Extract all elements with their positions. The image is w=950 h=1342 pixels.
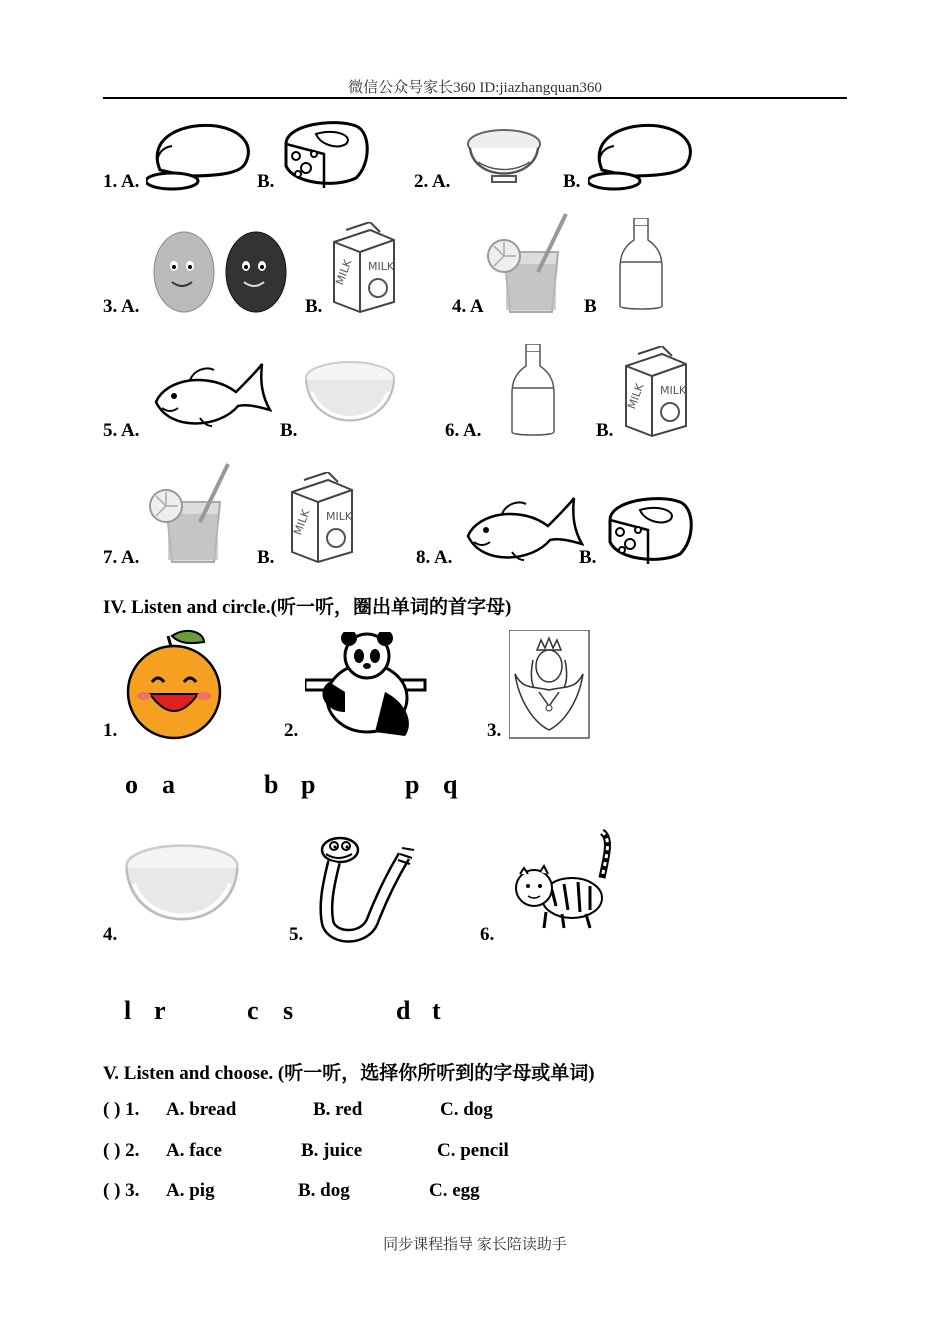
choice-b[interactable]: B. juice: [301, 1140, 363, 1161]
panda-icon: [305, 632, 429, 740]
milk-carton-icon[interactable]: [330, 222, 400, 316]
rice-bowl-icon: [124, 838, 242, 944]
letter-option[interactable]: t: [432, 996, 441, 1025]
question-number: ( ) 3.: [103, 1180, 140, 1201]
choice-a[interactable]: A. face: [166, 1140, 222, 1161]
item-number: 1.: [103, 720, 118, 741]
milk-carton-icon[interactable]: [288, 472, 358, 566]
choice-b[interactable]: B. dog: [298, 1180, 350, 1201]
header-rule: [103, 97, 847, 99]
juice-glass-icon[interactable]: [486, 212, 570, 316]
choice-c[interactable]: C. dog: [440, 1099, 493, 1120]
letter-option[interactable]: a: [162, 770, 175, 799]
page-footer: 同步课程指导 家长陪读助手: [383, 1237, 567, 1253]
item-number: 5.: [289, 924, 304, 945]
snake-icon: [318, 836, 418, 944]
choice-a[interactable]: A. bread: [166, 1099, 237, 1120]
choice-a[interactable]: A. pig: [166, 1180, 215, 1201]
option-label: B.: [305, 296, 323, 317]
fish-icon[interactable]: [462, 496, 584, 566]
choice-c[interactable]: C. pencil: [437, 1140, 509, 1161]
page-header: 微信公众号家长360 ID:jiazhangquan360: [348, 80, 602, 96]
section-title: IV. Listen and circle.(听一听，圈出单词的首字母): [103, 597, 512, 618]
letter-option[interactable]: d: [396, 996, 411, 1025]
eggs-icon[interactable]: [152, 230, 290, 314]
option-label: B.: [257, 547, 275, 568]
item-number: 3.: [487, 720, 502, 741]
section-title: V. Listen and choose. (听一听，选择你所听到的字母或单词): [103, 1063, 595, 1084]
letter-option[interactable]: p: [405, 770, 420, 799]
option-label: B.: [563, 171, 581, 192]
letter-option[interactable]: q: [443, 770, 458, 799]
item-number: 2.: [284, 720, 299, 741]
letter-option[interactable]: c: [247, 996, 259, 1025]
question-label: 8. A.: [416, 547, 453, 568]
rice-bowl-icon[interactable]: [304, 356, 398, 440]
item-number: 4.: [103, 924, 118, 945]
letter-option[interactable]: b: [264, 770, 279, 799]
orange-icon: [124, 628, 226, 740]
option-label: B.: [596, 420, 614, 441]
letter-option[interactable]: o: [125, 770, 138, 799]
cheese-icon[interactable]: [600, 490, 698, 568]
question-label: 1. A.: [103, 171, 140, 192]
letter-option[interactable]: s: [283, 996, 294, 1025]
choice-b[interactable]: B. red: [313, 1099, 363, 1120]
fish-icon[interactable]: [150, 362, 272, 436]
bread-icon[interactable]: [588, 118, 692, 192]
question-label: 4. A: [452, 296, 484, 317]
rice-bowl-icon[interactable]: [464, 122, 544, 188]
letter-option[interactable]: l: [124, 996, 132, 1025]
option-label: B.: [280, 420, 298, 441]
option-label: B.: [579, 547, 597, 568]
item-number: 6.: [480, 924, 495, 945]
question-label: 3. A.: [103, 296, 140, 317]
question-label: 7. A.: [103, 547, 140, 568]
water-bottle-icon[interactable]: [616, 218, 668, 312]
option-label: B: [584, 296, 597, 317]
question-label: 6. A.: [445, 420, 482, 441]
milk-carton-icon[interactable]: [622, 346, 692, 440]
option-label: B.: [257, 171, 275, 192]
juice-glass-icon[interactable]: [148, 462, 232, 568]
cheese-icon[interactable]: [276, 114, 374, 192]
water-bottle-icon[interactable]: [508, 344, 560, 438]
choice-c[interactable]: C. egg: [429, 1180, 480, 1201]
queen-icon: [509, 630, 591, 740]
question-number: ( ) 2.: [103, 1140, 140, 1161]
bread-icon[interactable]: [146, 118, 250, 192]
question-number: ( ) 1.: [103, 1099, 140, 1120]
letter-option[interactable]: p: [301, 770, 316, 799]
question-label: 2. A.: [414, 171, 451, 192]
question-label: 5. A.: [103, 420, 140, 441]
tiger-icon: [506, 828, 616, 942]
letter-option[interactable]: r: [154, 996, 166, 1025]
